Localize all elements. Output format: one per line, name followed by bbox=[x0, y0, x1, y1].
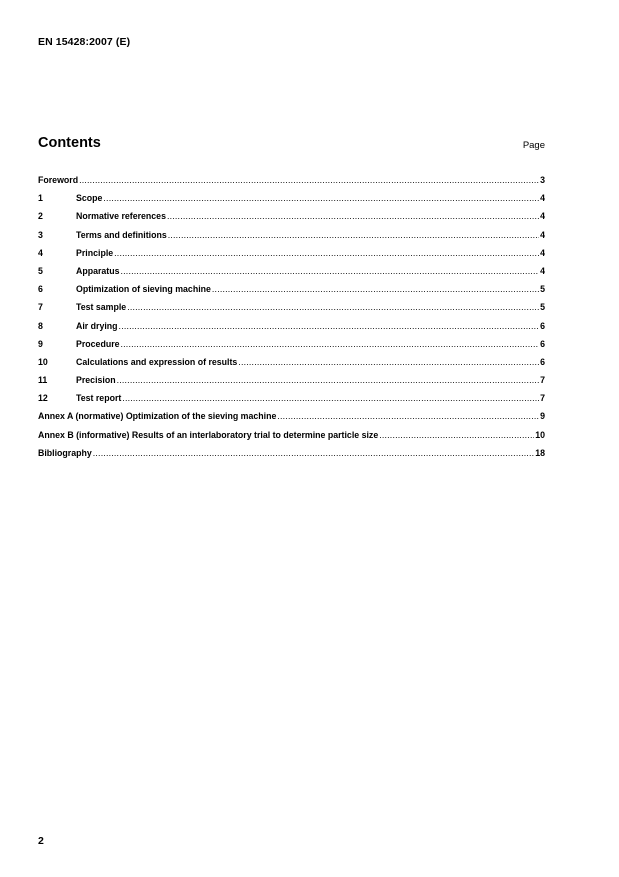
toc-dot-leader bbox=[121, 266, 540, 276]
toc-entry-number: 10 bbox=[38, 356, 48, 367]
toc-dot-leader bbox=[103, 193, 539, 203]
toc-entry-page: 6 bbox=[540, 320, 545, 331]
toc-dot-leader bbox=[167, 211, 539, 221]
toc-entry-page: 4 bbox=[540, 265, 545, 276]
toc-entry-number: 6 bbox=[38, 284, 43, 295]
toc-entry[interactable] bbox=[38, 193, 545, 211]
toc-entry-title: Apparatus bbox=[76, 265, 120, 276]
toc-dot-leader bbox=[212, 284, 539, 294]
toc-entry-number: 11 bbox=[38, 375, 48, 386]
toc-entry[interactable] bbox=[38, 375, 545, 393]
toc-entry-number: 1 bbox=[38, 193, 43, 204]
toc-entry[interactable] bbox=[38, 211, 545, 229]
toc-entry-page: 7 bbox=[540, 375, 545, 386]
toc-dot-leader bbox=[277, 411, 539, 421]
toc-entry-page: 6 bbox=[540, 356, 545, 367]
toc-entry[interactable] bbox=[38, 248, 545, 266]
toc-entry[interactable] bbox=[38, 411, 545, 429]
toc-entry-number: 4 bbox=[38, 247, 43, 258]
toc-entry-page: 10 bbox=[535, 429, 545, 440]
toc-entry-title: Precision bbox=[76, 375, 116, 386]
toc-entry-title: Terms and definitions bbox=[76, 229, 167, 240]
toc-entry-title: Normative references bbox=[76, 211, 166, 222]
toc-entry-title: Bibliography bbox=[38, 447, 92, 458]
page-column-label: Page bbox=[522, 140, 545, 151]
toc-entry[interactable] bbox=[38, 284, 545, 302]
toc-entry[interactable] bbox=[38, 175, 545, 193]
toc-entry[interactable] bbox=[38, 321, 545, 339]
toc-entry-title: Principle bbox=[76, 247, 114, 258]
toc-dot-leader bbox=[127, 302, 539, 312]
toc-entry-title: Procedure bbox=[76, 338, 120, 349]
toc-entry-page: 4 bbox=[540, 247, 545, 258]
toc-entry-page: 4 bbox=[540, 211, 545, 222]
toc-entry-number: 7 bbox=[38, 302, 43, 313]
toc-entry-title: Foreword bbox=[38, 175, 79, 185]
toc-entry-number: 3 bbox=[38, 229, 43, 240]
toc-entry[interactable] bbox=[38, 430, 545, 448]
toc-dot-leader bbox=[238, 357, 539, 367]
toc-entry[interactable] bbox=[38, 448, 545, 466]
toc-entry-number: 5 bbox=[38, 265, 43, 276]
toc-dot-leader bbox=[119, 321, 540, 331]
toc-dot-leader bbox=[379, 430, 534, 440]
toc-entry[interactable] bbox=[38, 230, 545, 248]
toc-entry-number: 8 bbox=[38, 320, 43, 331]
toc-entry-page: 7 bbox=[540, 393, 545, 404]
toc-dot-leader bbox=[114, 248, 539, 258]
toc-dot-leader bbox=[117, 375, 539, 385]
toc-entry-page: 6 bbox=[540, 338, 545, 349]
toc-dot-leader bbox=[168, 230, 539, 240]
toc-entry-page: 9 bbox=[540, 411, 545, 422]
toc-entry[interactable] bbox=[38, 393, 545, 411]
toc-dot-leader bbox=[121, 339, 540, 349]
toc-entry-page: 5 bbox=[540, 302, 545, 313]
toc-entry-title: Air drying bbox=[76, 320, 118, 331]
toc-entry-title: Annex B (informative) Results of an interlaboratory trial to determine particle size bbox=[38, 429, 379, 440]
toc-entry[interactable] bbox=[38, 302, 545, 320]
toc-entry-page: 18 bbox=[535, 447, 545, 458]
toc-entry[interactable] bbox=[38, 357, 545, 375]
toc-entry-title: Test sample bbox=[76, 302, 127, 313]
toc-dot-leader bbox=[122, 393, 539, 403]
toc-entry-page: 4 bbox=[540, 193, 545, 204]
toc-entry-title: Annex A (normative) Optimization of the sieving machine bbox=[38, 411, 277, 422]
toc-entry-number: 12 bbox=[38, 393, 48, 404]
table-of-contents bbox=[38, 175, 545, 466]
toc-entry-title: Test report bbox=[76, 393, 122, 404]
toc-dot-leader bbox=[79, 175, 539, 185]
toc-entry-number: 9 bbox=[38, 338, 43, 349]
toc-entry-title: Calculations and expression of results bbox=[76, 356, 238, 367]
toc-dot-leader bbox=[93, 448, 534, 458]
page-number: 2 bbox=[38, 835, 44, 847]
contents-heading: Contents bbox=[38, 135, 101, 151]
document-header: EN 15428:2007 (E) bbox=[38, 36, 131, 48]
toc-entry-title: Optimization of sieving machine bbox=[76, 284, 211, 295]
toc-entry-number: 2 bbox=[38, 211, 43, 222]
toc-entry-page: 4 bbox=[540, 229, 545, 240]
toc-entry-page: 3 bbox=[540, 175, 545, 185]
toc-entry[interactable] bbox=[38, 339, 545, 357]
toc-entry-title: Scope bbox=[76, 193, 103, 204]
toc-entry[interactable] bbox=[38, 266, 545, 284]
toc-entry-page: 5 bbox=[540, 284, 545, 295]
